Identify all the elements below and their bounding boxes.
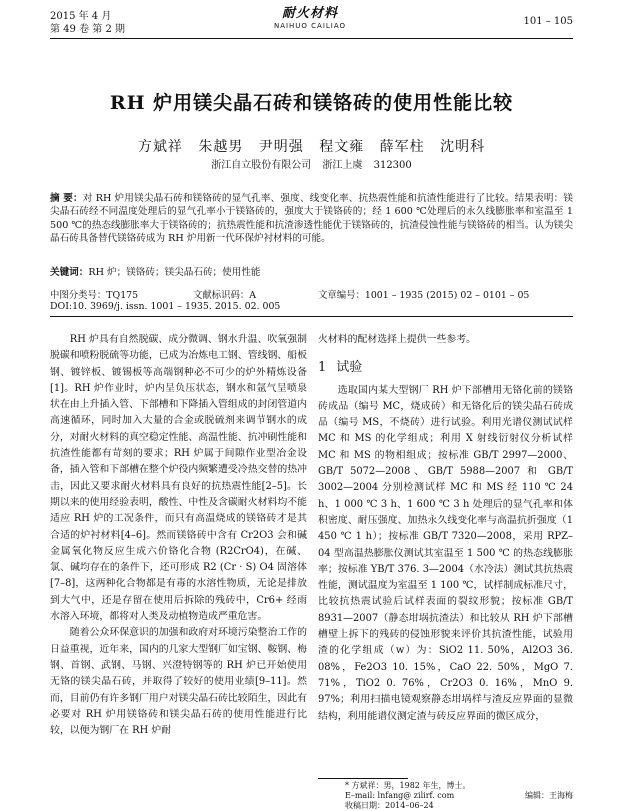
section-heading xyxy=(318,360,573,376)
issue-info xyxy=(50,10,125,36)
header-rule xyxy=(50,38,573,39)
journal-name-en: NAIHUO CAILIAO xyxy=(273,22,347,30)
author-list: 方斌祥 朱越男 尹明强 程文雍 薛军柱 沈明科 xyxy=(137,139,486,155)
affiliation: 浙江自立股份有限公司 浙江上虞 312300 xyxy=(211,160,412,171)
keywords-text: RH 炉；镁铬砖；镁尖晶石砖；使用性能 xyxy=(88,267,261,278)
paper-title: RH 炉用镁尖晶石砖和镁铬砖的使用性能比较 xyxy=(109,92,514,114)
body-column-left xyxy=(50,332,307,739)
issue-date: 2015 年 4 月 xyxy=(50,11,112,22)
intro-paragraph-2: 随着公众环保意识的加强和政府对环境污染整治工作的日益重视，近年来，国内的几家大型钢厂如宝钢、鞍钢、梅钢、首钢、武钢、马钢、兴澄特钢等的 RH 炉已开始使用无铬的镁尖晶石砖，并取得了较好的使用业绩[9–11]。然而，目前仍有许多钢厂用户对镁尖晶石砖比较陌生，因此有必要对 RH 炉用镁铬砖和镁尖晶石砖的使用性能进行比较，以便为钢厂在 RH 炉耐 xyxy=(50,627,307,737)
doi: DOI:10. 3969/j. issn. 1001 – 1935. 2015. 02. 005 xyxy=(50,301,281,312)
body-column-right xyxy=(318,332,573,725)
keywords xyxy=(50,264,573,278)
author-email: E–mail: lnfang@ zilirf. com xyxy=(345,791,455,800)
issue-volume: 第 49 卷 第 2 期 xyxy=(50,24,125,35)
keywords-label: 关键词： xyxy=(50,267,89,278)
intro-paragraph-1: RH 炉具有自然脱碳、成分微调、钢水升温、吹氧强制脱碳和喷粉脱硫等功能，已成为冶炼电工钢、管线钢、船板钢、镀锌板、镀锡板等高端钢种必不可少的炉外精炼设备[1]。RH 炉作业时，炉内呈负压状态，钢水和氩气呈喷泉状在由上升插入管、下部槽和下降插入管组成的封闭管道内高速循环，同时加入大量的合金或脱硫剂来调节钢水的成分，对耐火材料的真空稳定性能、高温性能、抗冲刷性能和抗渣性能都有苛刻的要求；RH 炉属于间隙作业型冶金设备，插入管和下部槽在整个炉役内频繁遭受冷热交替的热冲击，因此又要求耐火材料具有良好的抗热震性能[2–5]。长期以来的使用经验表明，酸性、中性及含碳耐火材料均不能适应 RH 炉的工况条件，而只有高温烧成的镁铬砖才是其合适的炉衬材料[4–6]。然而镁铬砖中含有 Cr2O3 会和碱金属氧化物反应生成六价铬化合物 (R2CrO4)，在碱、氯、碱均存在的条件下，还可形成 R2 (Cr · S) O4 固溶体[7–8]，这两种化合物都是有毒的水溶性物质，无论是排放到大气中，还是存留在使用后拆除的残砖中，Cr6+ 经雨水溶入环境，都将对人类及动植物造成严重危害。 xyxy=(50,334,307,623)
document-code: 文献标识码：A xyxy=(193,290,257,301)
abstract-text: 对 RH 炉用镁尖晶石砖和镁铬砖的显气孔率、强度、线变化率、抗热震性能和抗渣性能进行了比较。结果表明：镁尖晶石砖经不同温度处理后的显气孔率小于镁铬砖的，强度大于镁铬砖的；经 1 600 ℃处理后的永久线膨胀率和室温至 1 500 ℃的热态线膨胀率大于镁铬砖的；抗热震性能和抗渣渗透性能优于镁铬砖的，抗渣侵蚀性能与镁铬砖的相当。认为镁尖晶石砖具备替代镁铬砖成为 RH 炉用新一代环保炉衬材料的可能。 xyxy=(50,193,573,245)
article-number: 文章编号：1001 – 1935 (2015) 02 – 0101 – 05 xyxy=(318,290,530,301)
footnote-rule xyxy=(318,778,408,779)
journal-logo xyxy=(250,2,370,30)
section-title: 试验 xyxy=(336,360,363,376)
abstract-label: 摘 要： xyxy=(50,193,83,204)
experiment-paragraph: 选取国内某大型钢厂 RH 炉下部槽用无铬化前的镁铬砖成品（编号 MC，烧成砖）和无铬化后的镁尖晶石砖成品（编号 MS，不烧砖）进行试验。利用光谱仪测试试样 MC 和 MS 的化学组成；利用 X 射线衍射仪分析试样 MC 和 MS 的物相组成；按标准 GB/T 2997—2000、GB/T 5072—2008、GB/T 5988—2007 和 GB/T 3002—2004 分别检测试样 MC 和 MS 经 110 ℃ 24 h、1 000 ℃ 3 h、1 600 ℃ 3 h 处理后的显气孔率和体积密度、耐压强度、加热永久线变化率与高温抗折强度（1 450 ℃ 1 h）；按标准 GB/T 7320—2008，采用 RPZ–04 型高温热膨胀仪测试其室温至 1 500 ℃ 的热态线膨胀率；按标准 YB/T 376. 3—2004（水冷法）测试其抗热震性能，测试温度为室温至 1 100 ℃，试样制成标准尺寸，比较抗热震试验后试样表面的裂纹形貌；按标准 GB/T 8931—2007（静态坩埚抗渣法）和比较从 RH 炉下部槽槽壁上拆下的残砖的侵蚀形貌来评价其抗渣性能，试验用渣的化学组成（w）为：SiO2 11. 50%，Al2O3 36. 08%，Fe2O3 10. 15%，CaO 22. 50%，MgO 7. 71%，TiO2 0. 76%，Cr2O3 0. 16%，MnO 9. 97%；利用扫描电镜观察静态坩埚样与渣反应界面的显微结构，利用能谱仪测定渣与砖反应界面的微区成分， xyxy=(318,384,573,722)
intro-continuation: 火材料的配材选择上提供一些参考。 xyxy=(318,334,477,345)
abstract xyxy=(50,192,573,246)
journal-name-cn: 耐火材料 xyxy=(281,6,338,21)
section-number: 1 xyxy=(318,360,327,376)
author-info: * 方斌祥：男，1982 年生，博士。 xyxy=(345,781,471,790)
received-date: 收稿日期：2014–06–24 xyxy=(345,801,434,810)
editor: 编辑：王海梅 xyxy=(525,791,573,800)
meta-rule xyxy=(50,316,573,317)
clc-number: 中图分类号：TQ175 xyxy=(50,290,139,301)
page-range: 101 – 105 xyxy=(523,16,573,27)
